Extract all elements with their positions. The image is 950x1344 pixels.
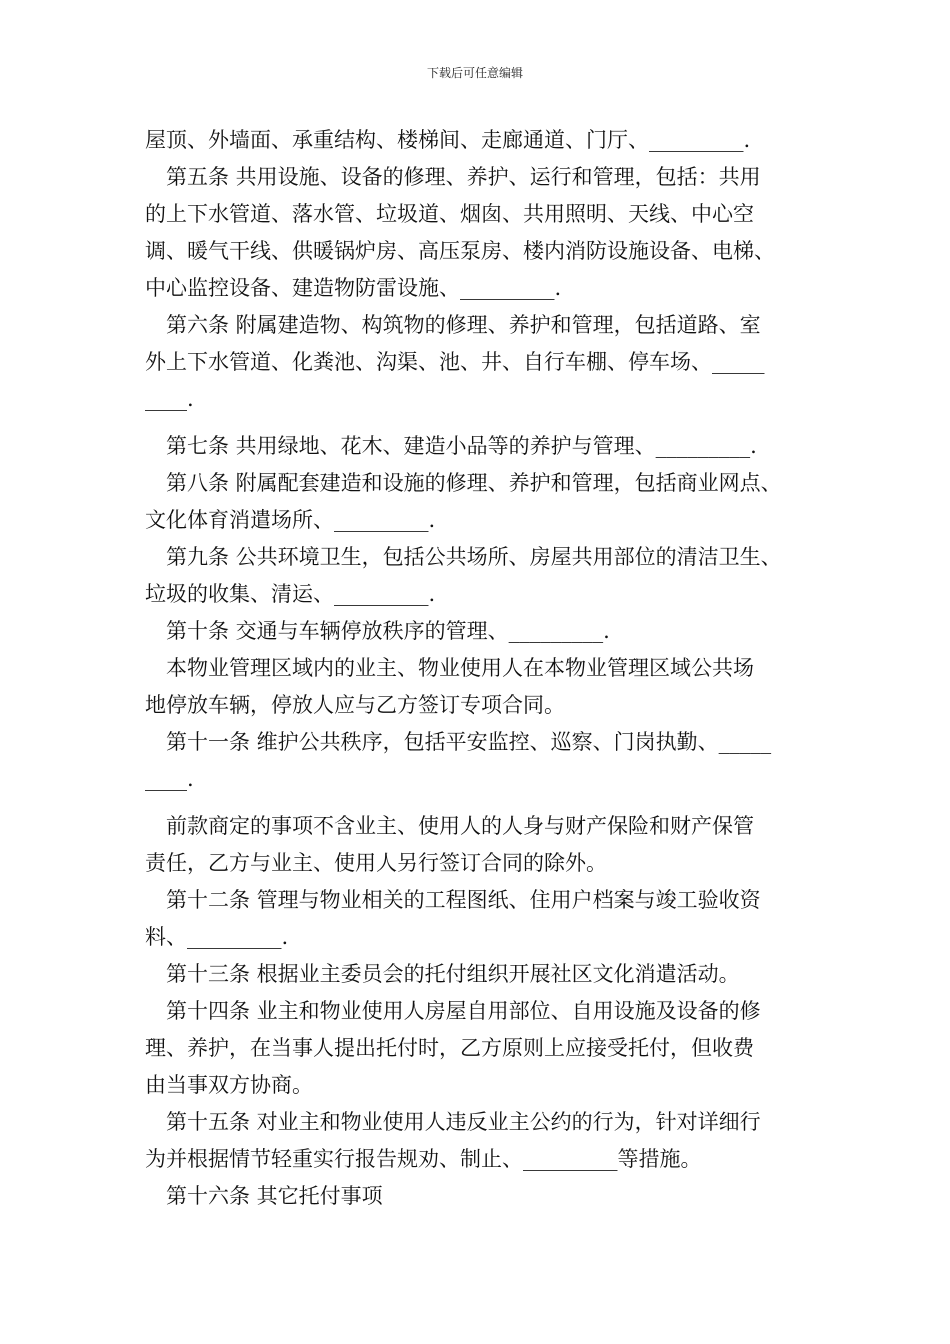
text-line: 文化体育消遣场所、_________. (145, 508, 436, 532)
text-line: ____. (145, 387, 194, 411)
document-body (145, 122, 825, 1215)
text-line: 料、_________. (145, 925, 289, 949)
clause-16-line: 第十六条 其它托付事项 (166, 1184, 383, 1208)
text-line: 调、暖气干线、供暖锅炉房、高压泵房、楼内消防设施设备、电梯、 (145, 239, 775, 263)
text-line: 地停放车辆，停放人应与乙方签订专项合同。 (145, 693, 565, 717)
text-line: 垃圾的收集、清运、_________. (145, 582, 436, 606)
clause-7-line: 第七条 共用绿地、花木、建造小品等的养护与管理、_________. (166, 434, 757, 458)
page-header: 下载后可任意编辑 (426, 66, 523, 80)
clause-14-line: 第十四条 业主和物业使用人房屋自用部位、自用设施及设备的修 (166, 999, 761, 1023)
text-line: ____. (145, 767, 194, 791)
text-line: 的上下水管道、落水管、垃圾道、烟囱、共用照明、天线、中心空 (145, 202, 754, 226)
clause-15-line: 第十五条 对业主和物业使用人违反业主公约的行为，针对详细行 (166, 1110, 761, 1134)
clause-11-line: 第十一条 维护公共秩序，包括平安监控、巡察、门岗执勤、_____ (166, 730, 772, 754)
text-line: 前款商定的事项不含业主、使用人的人身与财产保险和财产保管 (166, 814, 754, 838)
clause-10-line: 第十条 交通与车辆停放秩序的管理、_________. (166, 619, 610, 643)
clause-6-line: 第六条 附属建造物、构筑物的修理、养护和管理，包括道路、室 (166, 313, 761, 337)
clause-12-line: 第十二条 管理与物业相关的工程图纸、住用户档案与竣工验收资 (166, 888, 761, 912)
text-line: 中心监控设备、建造物防雷设施、_________. (145, 276, 562, 300)
text-line: 责任，乙方与业主、使用人另行签订合同的除外。 (145, 851, 607, 875)
clause-8-line: 第八条 附属配套建造和设施的修理、养护和管理，包括商业网点、 (166, 471, 782, 495)
clause-5-line: 第五条 共用设施、设备的修理、养护、运行和管理，包括：共用 (166, 165, 761, 189)
text-line: 由当事双方协商。 (145, 1073, 313, 1097)
text-line: 为并根据情节轻重实行报告规劝、制止、_________等措施。 (145, 1147, 702, 1171)
clause-9-line: 第九条 公共环境卫生，包括公共场所、房屋共用部位的清洁卫生、 (166, 545, 782, 569)
text-line: 理、养护，在当事人提出托付时，乙方原则上应接受托付，但收费 (145, 1036, 754, 1060)
clause-13-line: 第十三条 根据业主委员会的托付组织开展社区文化消遣活动。 (166, 962, 740, 986)
text-line: 外上下水管道、化粪池、沟渠、池、井、自行车棚、停车场、_____ (145, 350, 765, 374)
text-line: 屋顶、外墙面、承重结构、楼梯间、走廊通道、门厅、_________. (145, 128, 751, 152)
text-line: 本物业管理区域内的业主、物业使用人在本物业管理区域公共场 (166, 656, 754, 680)
